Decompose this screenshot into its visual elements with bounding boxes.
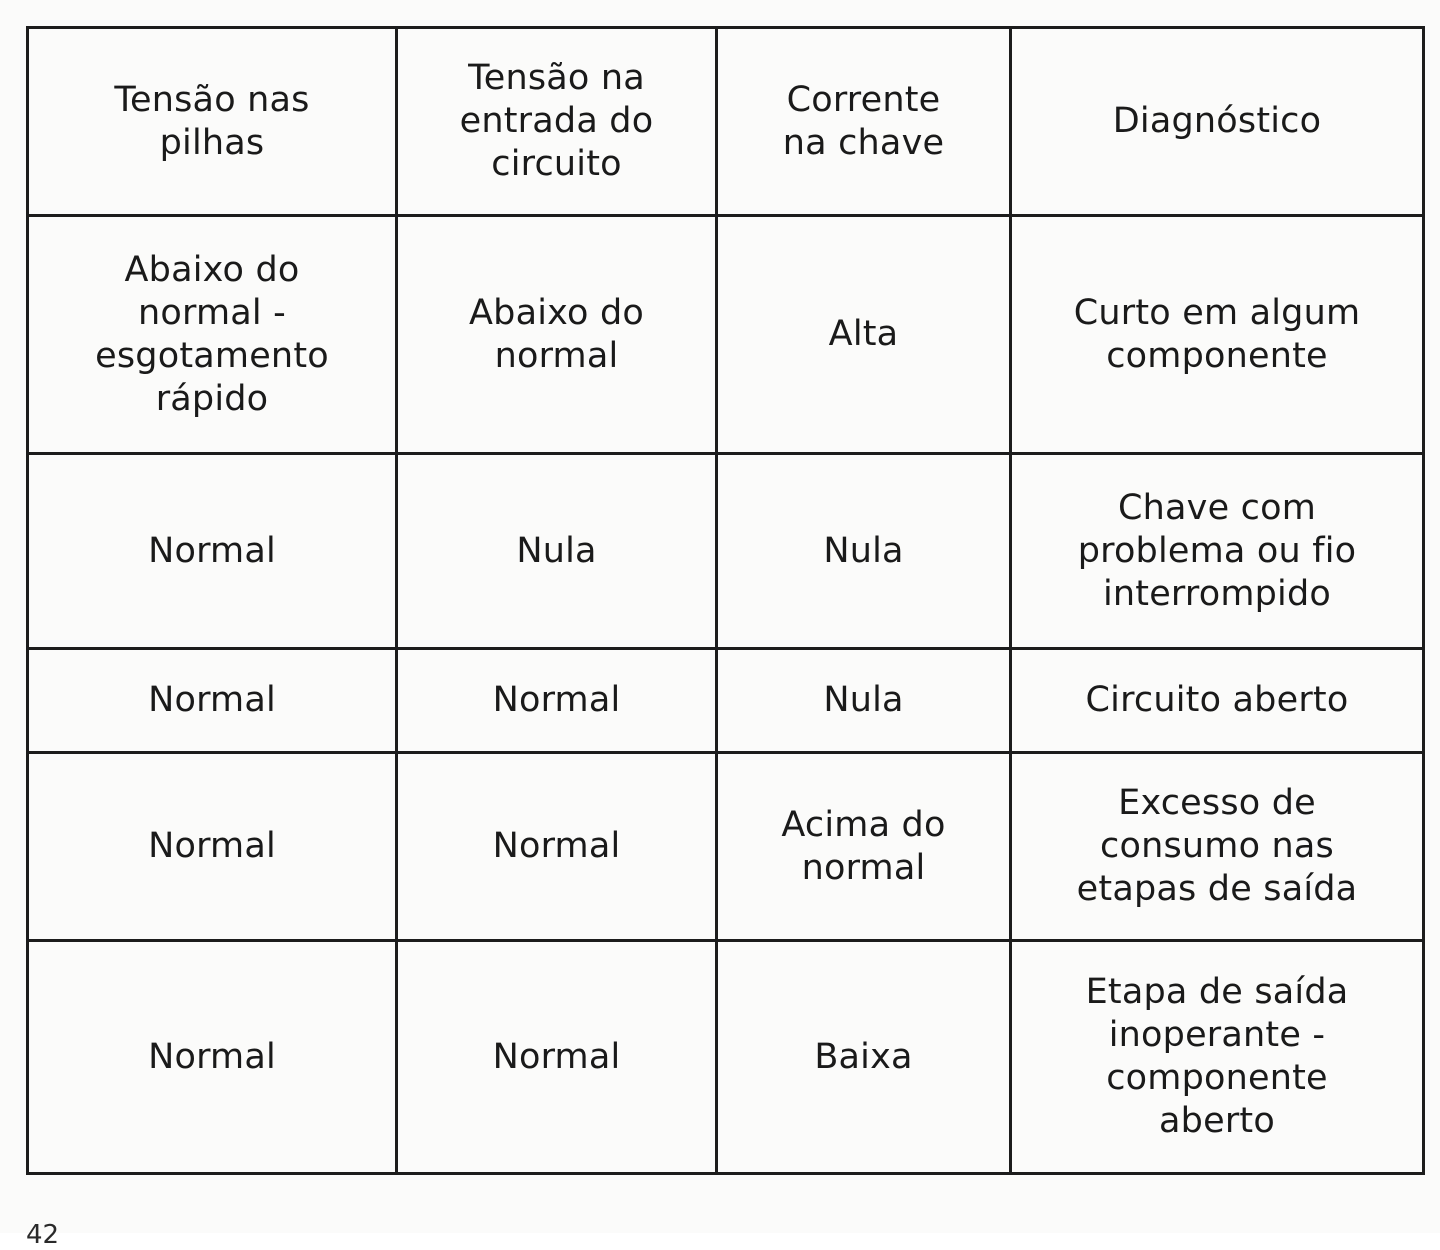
- cell-diagnosis: Chave com problema ou fio interrompido: [1011, 454, 1424, 649]
- cell-circuit-input-voltage: Normal: [397, 753, 717, 941]
- cell-battery-voltage: Abaixo do normal - esgotamento rápido: [28, 216, 397, 454]
- table-row: [28, 216, 1424, 454]
- cell-switch-current: Nula: [717, 649, 1011, 753]
- header-battery-voltage: Tensão nas pilhas: [28, 28, 397, 216]
- cell-switch-current: Alta: [717, 216, 1011, 454]
- table-row: [28, 753, 1424, 941]
- table-header-row: [28, 28, 1424, 216]
- cell-battery-voltage: Normal: [28, 649, 397, 753]
- table-row: [28, 941, 1424, 1174]
- cell-circuit-input-voltage: Normal: [397, 941, 717, 1174]
- diagnosis-table: [26, 26, 1425, 1175]
- cell-switch-current: Baixa: [717, 941, 1011, 1174]
- cell-switch-current: Nula: [717, 454, 1011, 649]
- page-number: 42: [26, 1220, 60, 1250]
- cell-diagnosis: Excesso de consumo nas etapas de saída: [1011, 753, 1424, 941]
- table-row: [28, 649, 1424, 753]
- cell-circuit-input-voltage: Abaixo do normal: [397, 216, 717, 454]
- cell-battery-voltage: Normal: [28, 941, 397, 1174]
- cell-switch-current: Acima do normal: [717, 753, 1011, 941]
- cell-battery-voltage: Normal: [28, 753, 397, 941]
- header-circuit-input-voltage: Tensão na entrada do circuito: [397, 28, 717, 216]
- cell-circuit-input-voltage: Normal: [397, 649, 717, 753]
- cell-diagnosis: Etapa de saída inoperante - componente aberto: [1011, 941, 1424, 1174]
- cell-diagnosis: Curto em algum componente: [1011, 216, 1424, 454]
- cell-diagnosis: Circuito aberto: [1011, 649, 1424, 753]
- cell-battery-voltage: Normal: [28, 454, 397, 649]
- table-row: [28, 454, 1424, 649]
- header-switch-current: Corrente na chave: [717, 28, 1011, 216]
- cell-circuit-input-voltage: Nula: [397, 454, 717, 649]
- header-diagnosis: Diagnóstico: [1011, 28, 1424, 216]
